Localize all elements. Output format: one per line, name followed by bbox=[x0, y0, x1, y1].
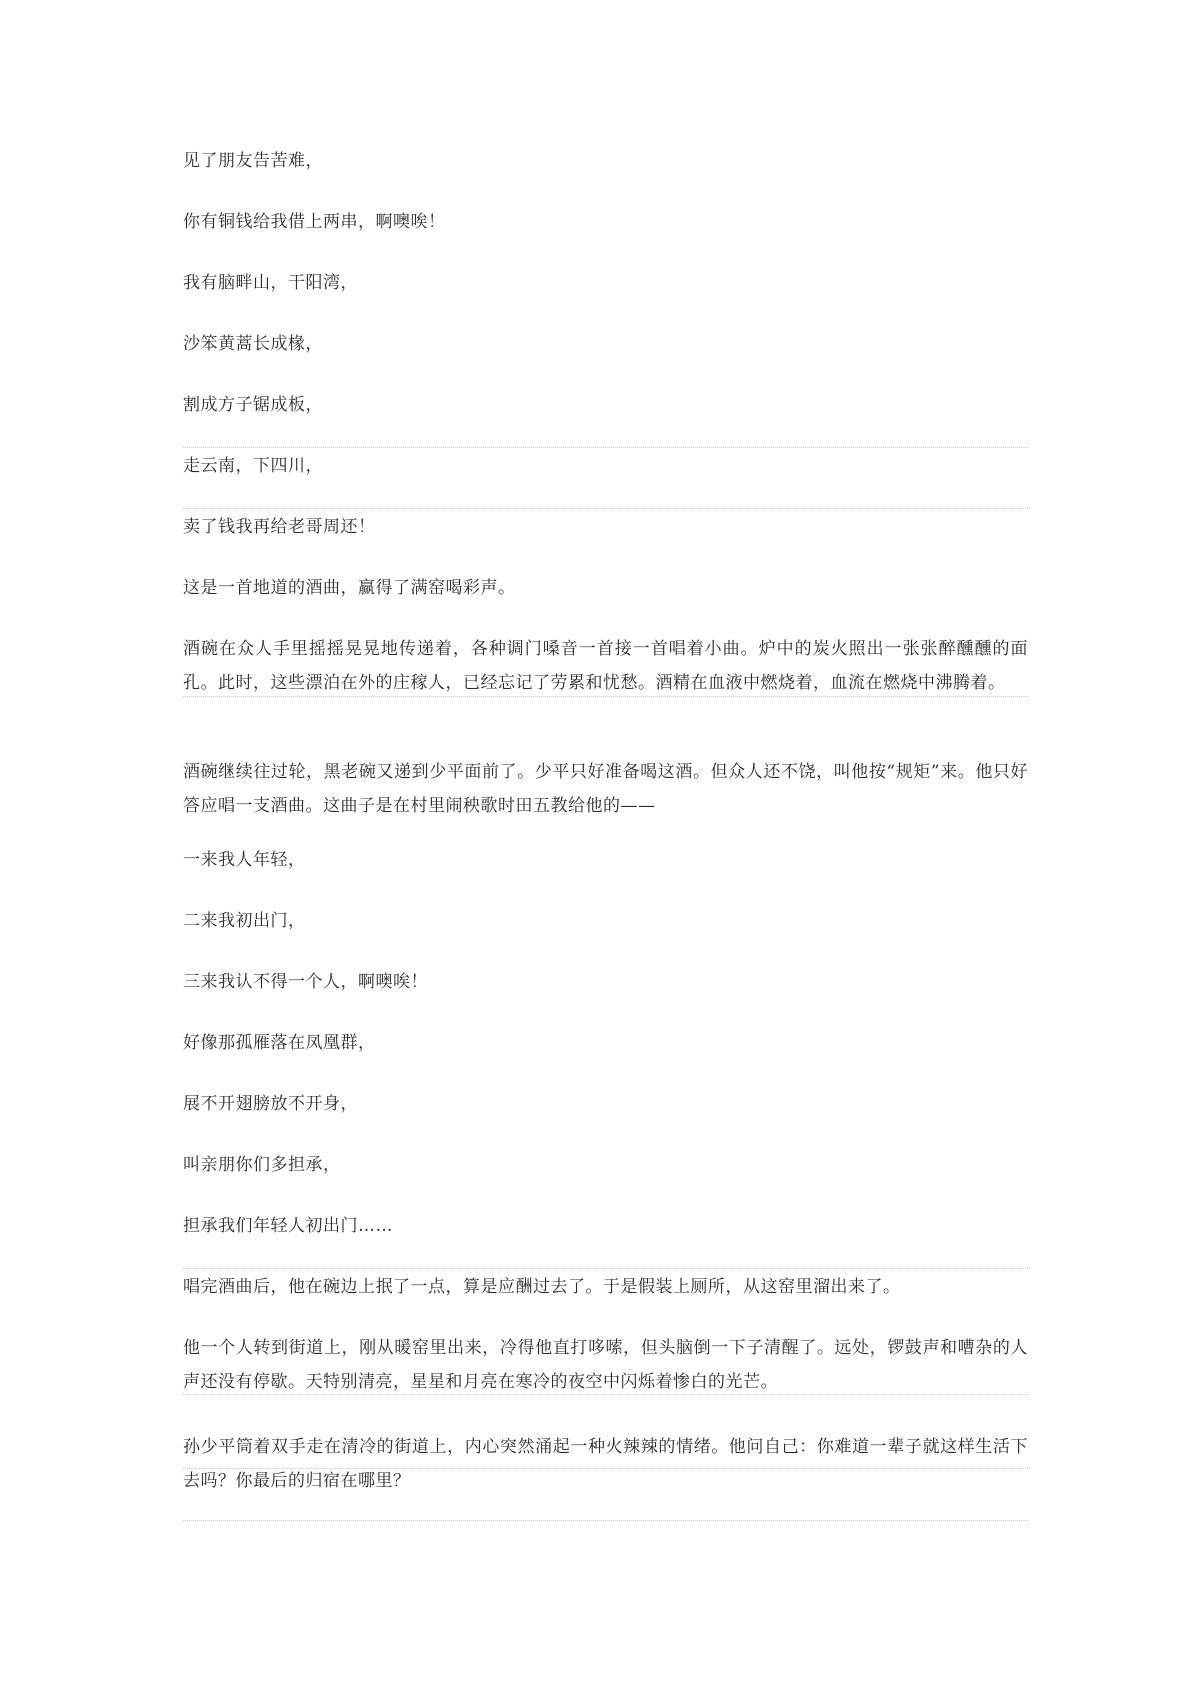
dotted-divider bbox=[183, 508, 1028, 509]
dotted-divider bbox=[183, 1520, 1028, 1521]
verse-line: 三来我认不得一个人，啊噢唉！ bbox=[183, 972, 428, 992]
verse-line: 展不开翅膀放不开身， bbox=[183, 1094, 358, 1114]
verse-line: 好像那孤雁落在凤凰群， bbox=[183, 1033, 376, 1053]
verse-line: 卖了钱我再给老哥周还！ bbox=[183, 517, 376, 537]
verse-line: 担承我们年轻人初出门…… bbox=[183, 1216, 393, 1236]
paragraph: 唱完酒曲后，他在碗边上抿了一点，算是应酬过去了。于是假装上厕所，从这窑里溜出来了。 bbox=[183, 1277, 901, 1297]
verse-line: 二来我初出门， bbox=[183, 911, 306, 931]
verse-line: 见了朋友告苦难， bbox=[183, 151, 323, 171]
dotted-divider bbox=[183, 1468, 1028, 1469]
verse-line: 走云南，下四川， bbox=[183, 456, 323, 476]
verse-line: 叫亲朋你们多担承， bbox=[183, 1155, 341, 1175]
dotted-divider bbox=[183, 696, 1028, 697]
paragraph: 酒碗继续往过轮，黑老碗又递到少平面前了。少平只好准备喝这酒。但众人还不饶，叫他按“规矩”来。他只好答应唱一支酒曲。这曲子是在村里闹秧歌时田五教给他的—— bbox=[183, 762, 1028, 816]
verse-line: 沙笨黄蒿长成椽， bbox=[183, 334, 323, 354]
dotted-divider bbox=[183, 1268, 1028, 1269]
paragraph: 酒碗在众人手里摇摇晃晃地传递着，各种调门嗓音一首接一首唱着小曲。炉中的炭火照出一张张醉醺醺的面孔。此时，这些漂泊在外的庄稼人，已经忘记了劳累和忧愁。酒精在血液中燃烧着，血流在燃烧中沸腾着。 bbox=[183, 639, 1028, 693]
paragraph: 孙少平筒着双手走在清冷的街道上，内心突然涌起一种火辣辣的情绪。他问自己：你难道一辈子就这样生活下去吗？你最后的归宿在哪里？ bbox=[183, 1437, 1028, 1491]
verse-line: 你有铜钱给我借上两串，啊噢唉！ bbox=[183, 212, 446, 232]
verse-line: 我有脑畔山，干阳湾， bbox=[183, 273, 358, 293]
paragraph: 这是一首地道的酒曲，赢得了满窑喝彩声。 bbox=[183, 578, 516, 598]
verse-line: 一来我人年轻， bbox=[183, 850, 306, 870]
dotted-divider bbox=[183, 1394, 1028, 1395]
paragraph: 他一个人转到街道上，刚从暖窑里出来，冷得他直打哆嗦，但头脑倒一下子清醒了。远处，锣鼓声和嘈杂的人声还没有停歇。天特别清亮，星星和月亮在寒冷的夜空中闪烁着惨白的光芒。 bbox=[183, 1338, 1028, 1392]
verse-line: 割成方子锯成板， bbox=[183, 395, 323, 415]
dotted-divider bbox=[183, 447, 1028, 448]
